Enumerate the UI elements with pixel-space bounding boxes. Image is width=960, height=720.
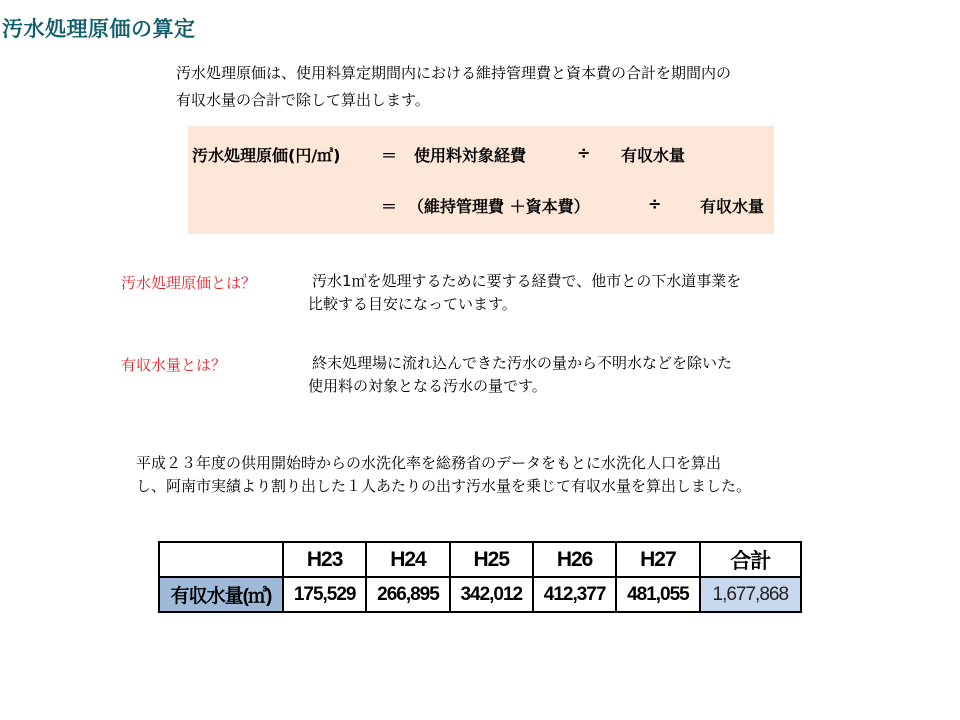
table-cell-h23: 175,529 — [283, 577, 366, 612]
formula-divide-1: ÷ — [577, 143, 591, 162]
formula-equals-2: ＝ — [381, 197, 398, 216]
intro-paragraph — [176, 60, 731, 114]
answer-text-cost — [308, 270, 741, 316]
note-line-2: し、阿南市実績より割り出した１人あたりの出す汚水量を乗じて有収水量を算出しました。 — [136, 477, 752, 495]
answer-water-line-2: 使用料の対象となる汚水の量です。 — [308, 377, 547, 395]
formula-term-maintenance-capital: （維持管理費 ＋資本費） — [408, 197, 590, 216]
intro-line-1: 汚水処理原価は、使用料算定期間内における維持管理費と資本費の合計を期間内の — [176, 64, 732, 82]
answer-cost-line-1: 汚水1㎥を処理するために要する経費で、他市との下水道事業を — [312, 272, 742, 290]
table-row — [159, 577, 801, 612]
revenue-water-table — [158, 541, 802, 613]
formula-term-revenue-water: 有収水量 — [621, 146, 686, 165]
table-header-cell-total: 合計 — [700, 542, 801, 577]
formula-equals-1: ＝ — [381, 146, 398, 165]
page-title: 汚水処理原価の算定 — [2, 17, 196, 41]
calculation-note — [136, 452, 751, 498]
formula-term-revenue-water-2: 有収水量 — [700, 197, 765, 216]
note-line-1: 平成２３年度の供用開始時からの水洗化率を総務省のデータをもとに水洗化人口を算出 — [136, 454, 722, 472]
table-cell-total: 1,677,868 — [700, 577, 801, 612]
formula-box — [188, 126, 774, 234]
question-label-cost: 汚水処理原価とは？ — [121, 274, 257, 292]
formula-divide-2: ÷ — [648, 194, 662, 213]
table-header-cell-h23: H23 — [283, 542, 366, 577]
table-row-label: 有収水量(㎥) — [159, 577, 283, 612]
table-header-cell-empty — [159, 542, 283, 577]
answer-text-revenue-water — [308, 352, 732, 398]
formula-term-expenses: 使用料対象経費 — [414, 146, 527, 165]
table-header-cell-h26: H26 — [533, 542, 616, 577]
question-label-revenue-water: 有収水量とは？ — [121, 356, 227, 374]
table-header-cell-h24: H24 — [366, 542, 449, 577]
table-header-row — [159, 542, 801, 577]
table-cell-h25: 342,012 — [450, 577, 533, 612]
intro-line-2: 有収水量の合計で除して算出します。 — [176, 91, 430, 109]
table-cell-h27: 481,055 — [616, 577, 699, 612]
answer-water-line-1: 終末処理場に流れ込んできた汚水の量から不明水などを除いた — [312, 354, 733, 372]
table-cell-h24: 266,895 — [366, 577, 449, 612]
formula-lhs: 汚水処理原価(円/㎥) — [192, 146, 341, 165]
table-cell-h26: 412,377 — [533, 577, 616, 612]
table-header-cell-h27: H27 — [616, 542, 699, 577]
table-header-cell-h25: H25 — [450, 542, 533, 577]
answer-cost-line-2: 比較する目安になっています。 — [308, 295, 517, 313]
